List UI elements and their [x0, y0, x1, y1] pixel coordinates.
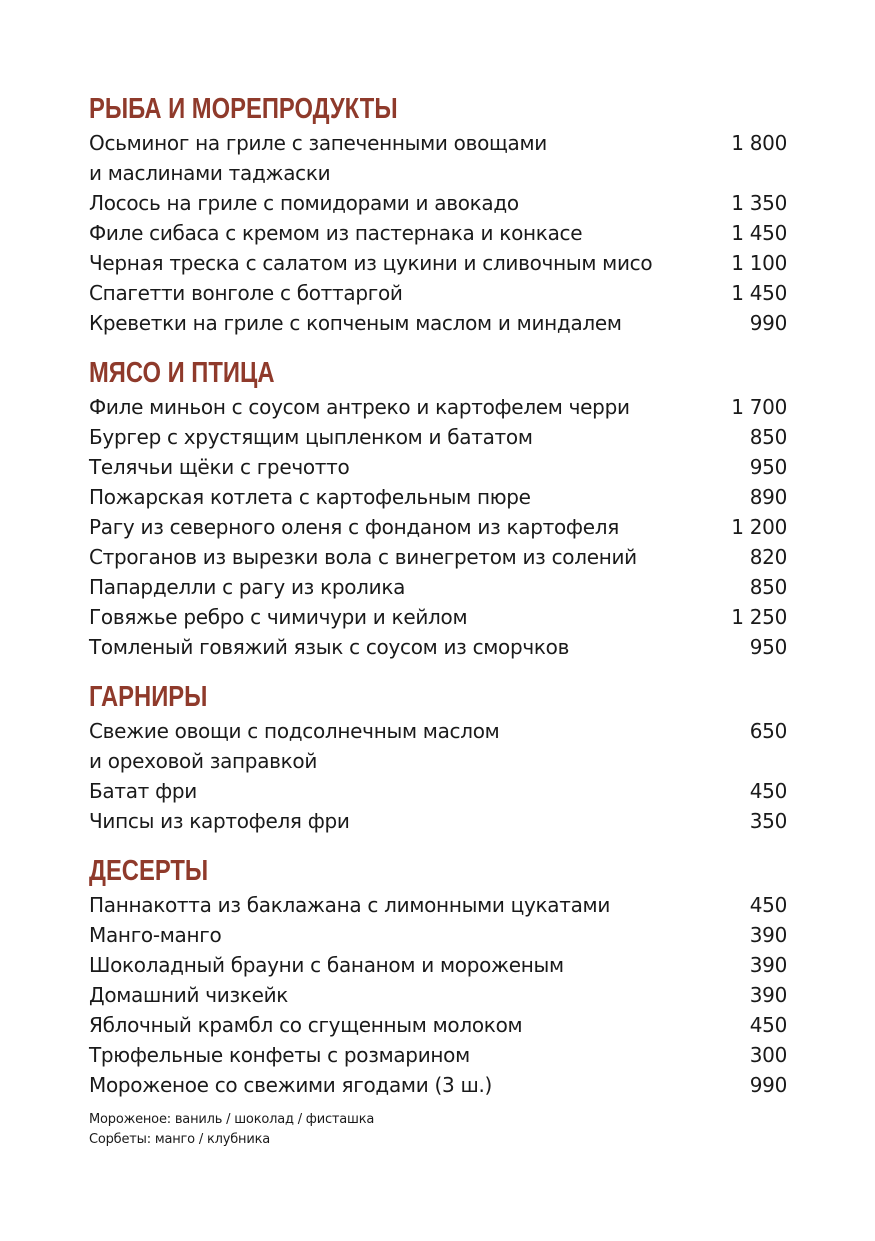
menu-item-name: Филе сибаса с кремом из пастернака и конкасе — [89, 221, 583, 245]
menu-item-name: Томленый говяжий язык с соусом из сморчков — [89, 635, 570, 659]
menu-item-price: 1 450 — [731, 281, 787, 305]
menu-section — [89, 678, 787, 836]
menu-item — [89, 512, 787, 542]
menu-item — [89, 716, 787, 776]
menu-item — [89, 542, 787, 572]
menu-item-name: Паннакотта из баклажана с лимонными цукатами — [89, 893, 611, 917]
menu-item-price: 390 — [749, 953, 787, 977]
menu-item-name: Мороженое со свежими ягодами (3 ш.) — [89, 1073, 493, 1097]
menu-item-name: Чипсы из картофеля фри — [89, 809, 350, 833]
menu-item-name: Филе миньон с соусом антреко и картофелем черри — [89, 395, 630, 419]
menu-item — [89, 422, 787, 452]
menu-item-price: 990 — [749, 1073, 787, 1097]
section-title: МЯСО И ПТИЦА — [89, 357, 275, 389]
menu-item — [89, 482, 787, 512]
menu-item-name: Говяжье ребро с чимичури и кейлом — [89, 605, 468, 629]
menu-item-price: 890 — [749, 485, 787, 509]
menu-item-name: Манго-манго — [89, 923, 222, 947]
menu-item-price: 450 — [749, 1013, 787, 1037]
menu-item — [89, 128, 787, 188]
menu-item — [89, 1040, 787, 1070]
menu-item — [89, 278, 787, 308]
menu-item-price: 1 350 — [731, 191, 787, 215]
menu-item — [89, 980, 787, 1010]
menu-item-name: Лосось на гриле с помидорами и авокадо — [89, 191, 519, 215]
menu-item-price: 950 — [749, 455, 787, 479]
menu-item-price: 1 700 — [731, 395, 787, 419]
menu-item-name: Шоколадный брауни с бананом и мороженым — [89, 953, 564, 977]
menu-section — [89, 90, 787, 338]
menu-item-price: 1 450 — [731, 221, 787, 245]
menu-item — [89, 602, 787, 632]
menu-item-price: 390 — [749, 923, 787, 947]
note-line: Сорбеты: манго / клубника — [89, 1132, 270, 1147]
menu-item-name: Бургер с хрустящим цыпленком и бататом — [89, 425, 533, 449]
menu-item — [89, 1070, 787, 1100]
menu-item — [89, 920, 787, 950]
note-line: Мороженое: ваниль / шоколад / фисташка — [89, 1112, 375, 1127]
menu-item-price: 450 — [749, 893, 787, 917]
menu-item-price: 390 — [749, 983, 787, 1007]
menu-section — [89, 852, 787, 1100]
menu-item-name: Папарделли с рагу из кролика — [89, 575, 406, 599]
menu-item-price: 1 100 — [731, 251, 787, 275]
menu-item — [89, 1010, 787, 1040]
menu-item-price: 850 — [749, 575, 787, 599]
menu-item-price: 650 — [749, 719, 787, 743]
menu-item — [89, 248, 787, 278]
menu-item-price: 300 — [749, 1043, 787, 1067]
menu-item-price: 350 — [749, 809, 787, 833]
menu-item-name: Рагу из северного оленя с фонданом из картофеля — [89, 515, 619, 539]
menu-item — [89, 392, 787, 422]
menu-item-price: 1 200 — [731, 515, 787, 539]
menu-item-name: Трюфельные конфеты с розмарином — [89, 1043, 470, 1067]
menu-item-name: Осьминог на гриле с запеченными овощами и маслинами таджаски — [89, 131, 547, 185]
menu — [89, 90, 787, 1150]
menu-item-price: 950 — [749, 635, 787, 659]
menu-item-price: 1 800 — [731, 131, 787, 155]
menu-item — [89, 218, 787, 248]
menu-item — [89, 572, 787, 602]
menu-item-name: Батат фри — [89, 779, 197, 803]
menu-item — [89, 188, 787, 218]
menu-item-price: 820 — [749, 545, 787, 569]
menu-item — [89, 890, 787, 920]
section-title: ДЕСЕРТЫ — [89, 855, 209, 887]
menu-item-price: 1 250 — [731, 605, 787, 629]
menu-notes — [89, 1110, 787, 1150]
menu-item — [89, 452, 787, 482]
menu-item-name: Креветки на гриле с копченым маслом и миндалем — [89, 311, 622, 335]
menu-item-name: Черная треска с салатом из цукини и сливочным мисо — [89, 251, 653, 275]
menu-item — [89, 776, 787, 806]
menu-item-name: Свежие овощи с подсолнечным маслом и ореховой заправкой — [89, 719, 500, 773]
menu-item-price: 450 — [749, 779, 787, 803]
section-title: РЫБА И МОРЕПРОДУКТЫ — [89, 93, 398, 125]
menu-item — [89, 950, 787, 980]
section-title: ГАРНИРЫ — [89, 681, 208, 713]
menu-item-name: Строганов из вырезки вола с винегретом из солений — [89, 545, 637, 569]
menu-item-name: Спагетти вонголе с боттаргой — [89, 281, 403, 305]
menu-item — [89, 308, 787, 338]
menu-item-name: Яблочный крамбл со сгущенным молоком — [89, 1013, 523, 1037]
menu-item-name: Телячьи щёки с гречотто — [89, 455, 350, 479]
menu-item-name: Пожарская котлета с картофельным пюре — [89, 485, 531, 509]
menu-section — [89, 354, 787, 662]
menu-item — [89, 632, 787, 662]
menu-item — [89, 806, 787, 836]
menu-item-price: 990 — [749, 311, 787, 335]
menu-item-name: Домашний чизкейк — [89, 983, 289, 1007]
menu-item-price: 850 — [749, 425, 787, 449]
